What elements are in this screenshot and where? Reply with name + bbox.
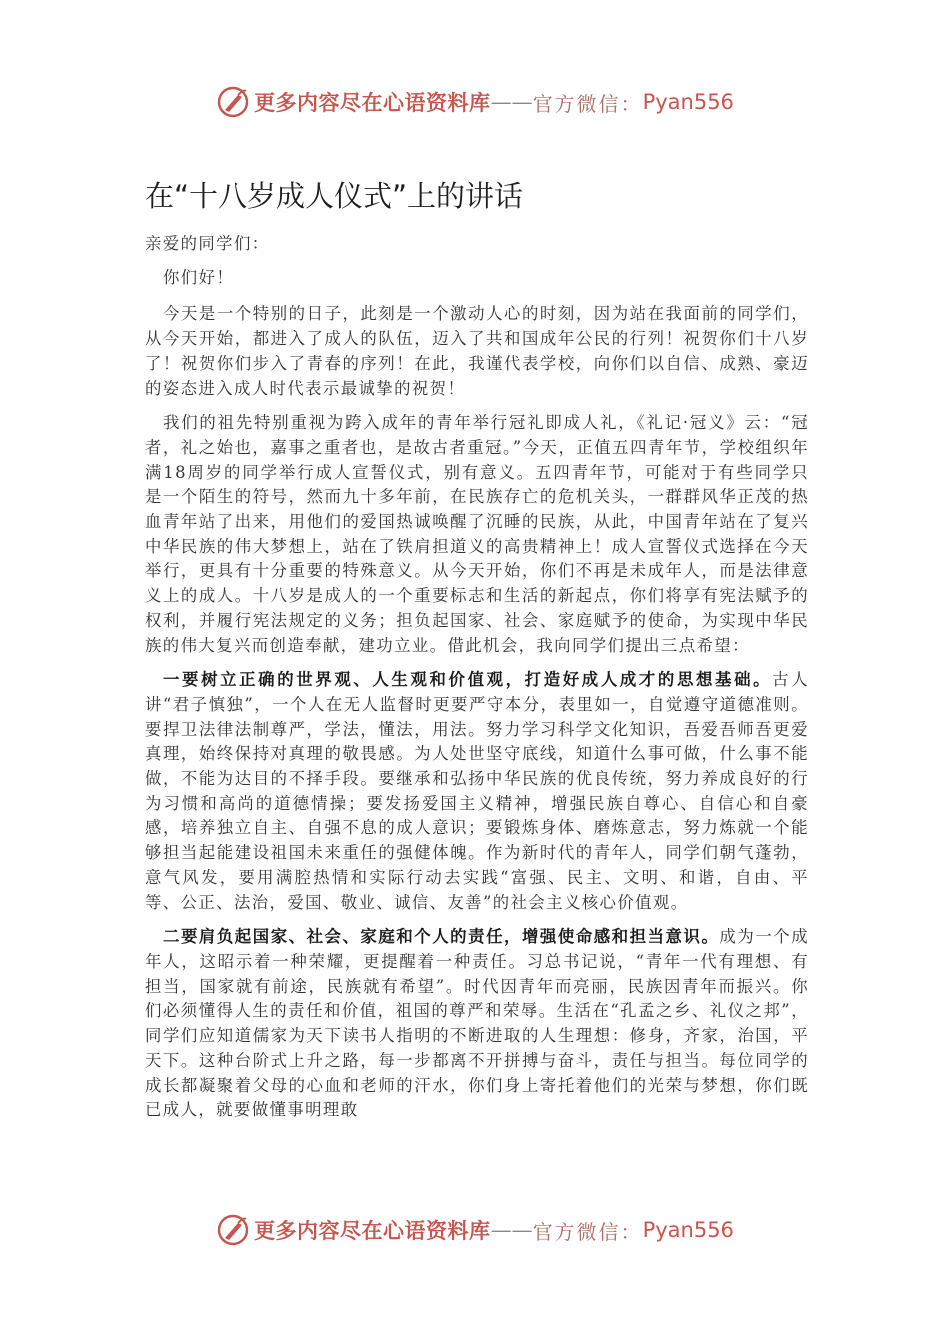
quill-logo-icon	[216, 1213, 250, 1247]
paragraph-3	[145, 668, 809, 915]
header-watermark-banner	[0, 82, 950, 122]
banner-main-text: 更多内容尽在心语资料库	[254, 90, 491, 115]
banner-wechat-label: 官方微信：	[532, 91, 643, 116]
paragraph-3-text: 古人讲“君子慎独”，一个人在无人监督时更要严守本分，表里如一，自觉遵守道德准则。要捍卫法律法制尊严，学法，懂法，用法。努力学习科学文化知识，吾爱吾师吾更爱真理，始终保持对真理的敬畏感。为人处世坚守底线，知道什么事可做，什么事不能做，不能为达目的不择手段。要继承和弘扬中华民族的优良传统，努力养成良好的行为习惯和高尚的道德情操；要发扬爱国主义精神，增强民族自尊心、自信心和自豪感，培养独立自主、自强不息的成人意识；要锻炼身体、磨炼意志，努力炼就一个能够担当起能建设祖国未来重任的强健体魄。作为新时代的青年人，同学们朝气蓬勃，意气风发，要用满腔热情和实际行动去实践“富强、民主、文明、和谐，自由、平等、公正、法治，爱国、敬业、诚信、友善”的社会主义核心价值观。	[145, 670, 809, 912]
paragraph-2: 我们的祖先特别重视为跨入成年的青年举行冠礼即成人礼，《礼记·冠义》云：“冠者，礼之始也，嘉事之重者也，是故古者重冠。”今天，正值五四青年节，学校组织年满18周岁的同学举行成人宣誓仪式，别有意义。五四青年节，可能对于有些同学只是一个陌生的符号，然而九十多年前，在民族存亡的危机关头，一群群风华正茂的热血青年站了出来，用他们的爱国热诚唤醒了沉睡的民族，从此，中国青年站在了复兴中华民族的伟大梦想上，站在了铁肩担道义的高贵精神上！成人宣誓仪式选择在今天举行，更具有十分重要的特殊意义。从今天开始，你们不再是未成年人，而是法律意义上的成人。十八岁是成人的一个重要标志和生活的新起点，你们将享有宪法赋予的权利，并履行宪法规定的义务；担负起国家、社会、家庭赋予的使命，为实现中华民族的伟大复兴而创造奉献，建功立业。借此机会，我向同学们提出三点希望：	[145, 413, 809, 655]
banner-wechat-id: Pyan556	[642, 90, 734, 114]
hello-line: 你们好！	[163, 267, 235, 287]
paragraph-3-lead: 一要树立正确的世界观、人生观和价值观，打造好成人成才的思想基础。	[163, 670, 773, 690]
paragraph-1: 今天是一个特别的日子，此刻是一个激动人心的时刻，因为站在我面前的同学们，从今天开始，都进入了成人的队伍，迈入了共和国成年公民的行列！祝贺你们十八岁了！祝贺你们步入了青春的序列！在此，我谨代表学校，向你们以自信、成熟、豪迈的姿态进入成人时代表示最诚挚的祝贺！	[145, 304, 809, 398]
footer-watermark-banner	[0, 1210, 950, 1250]
banner-wechat-id: Pyan556	[642, 1218, 734, 1242]
paragraph-4-lead: 二要肩负起国家、社会、家庭和个人的责任，增强使命感和担当意识。	[163, 927, 720, 947]
quill-logo-icon	[216, 85, 250, 119]
banner-main-text: 更多内容尽在心语资料库	[254, 1218, 491, 1243]
greeting: 亲爱的同学们：	[145, 234, 270, 253]
paragraph-4-text: 成为一个成年人，这昭示着一种荣耀，更提醒着一种责任。习总书记说，“青年一代有理想、有担当，国家就有前途，民族就有希望”。时代因青年而亮丽，民族因青年而振兴。你们必须懂得人生的责任和价值，祖国的尊严和荣辱。生活在“孔孟之乡、礼仪之邦”，同学们应知道儒家为天下读书人指明的不断进取的人生理想：修身，齐家，治国，平天下。这种台阶式上升之路，每一步都离不开拼搏与奋斗，责任与担当。每位同学的成长都凝聚着父母的心血和老师的汗水，你们身上寄托着他们的光荣与梦想，你们既已成人，就要做懂事明理敢	[145, 927, 810, 1120]
document-body	[145, 232, 809, 1133]
paragraph-4	[145, 925, 809, 1123]
banner-wechat-label: 官方微信：	[532, 1219, 643, 1244]
banner-dash: ——	[490, 1218, 533, 1242]
banner-dash: ——	[490, 90, 533, 114]
document-title: 在“十八岁成人仪式”上的讲话	[145, 179, 524, 213]
